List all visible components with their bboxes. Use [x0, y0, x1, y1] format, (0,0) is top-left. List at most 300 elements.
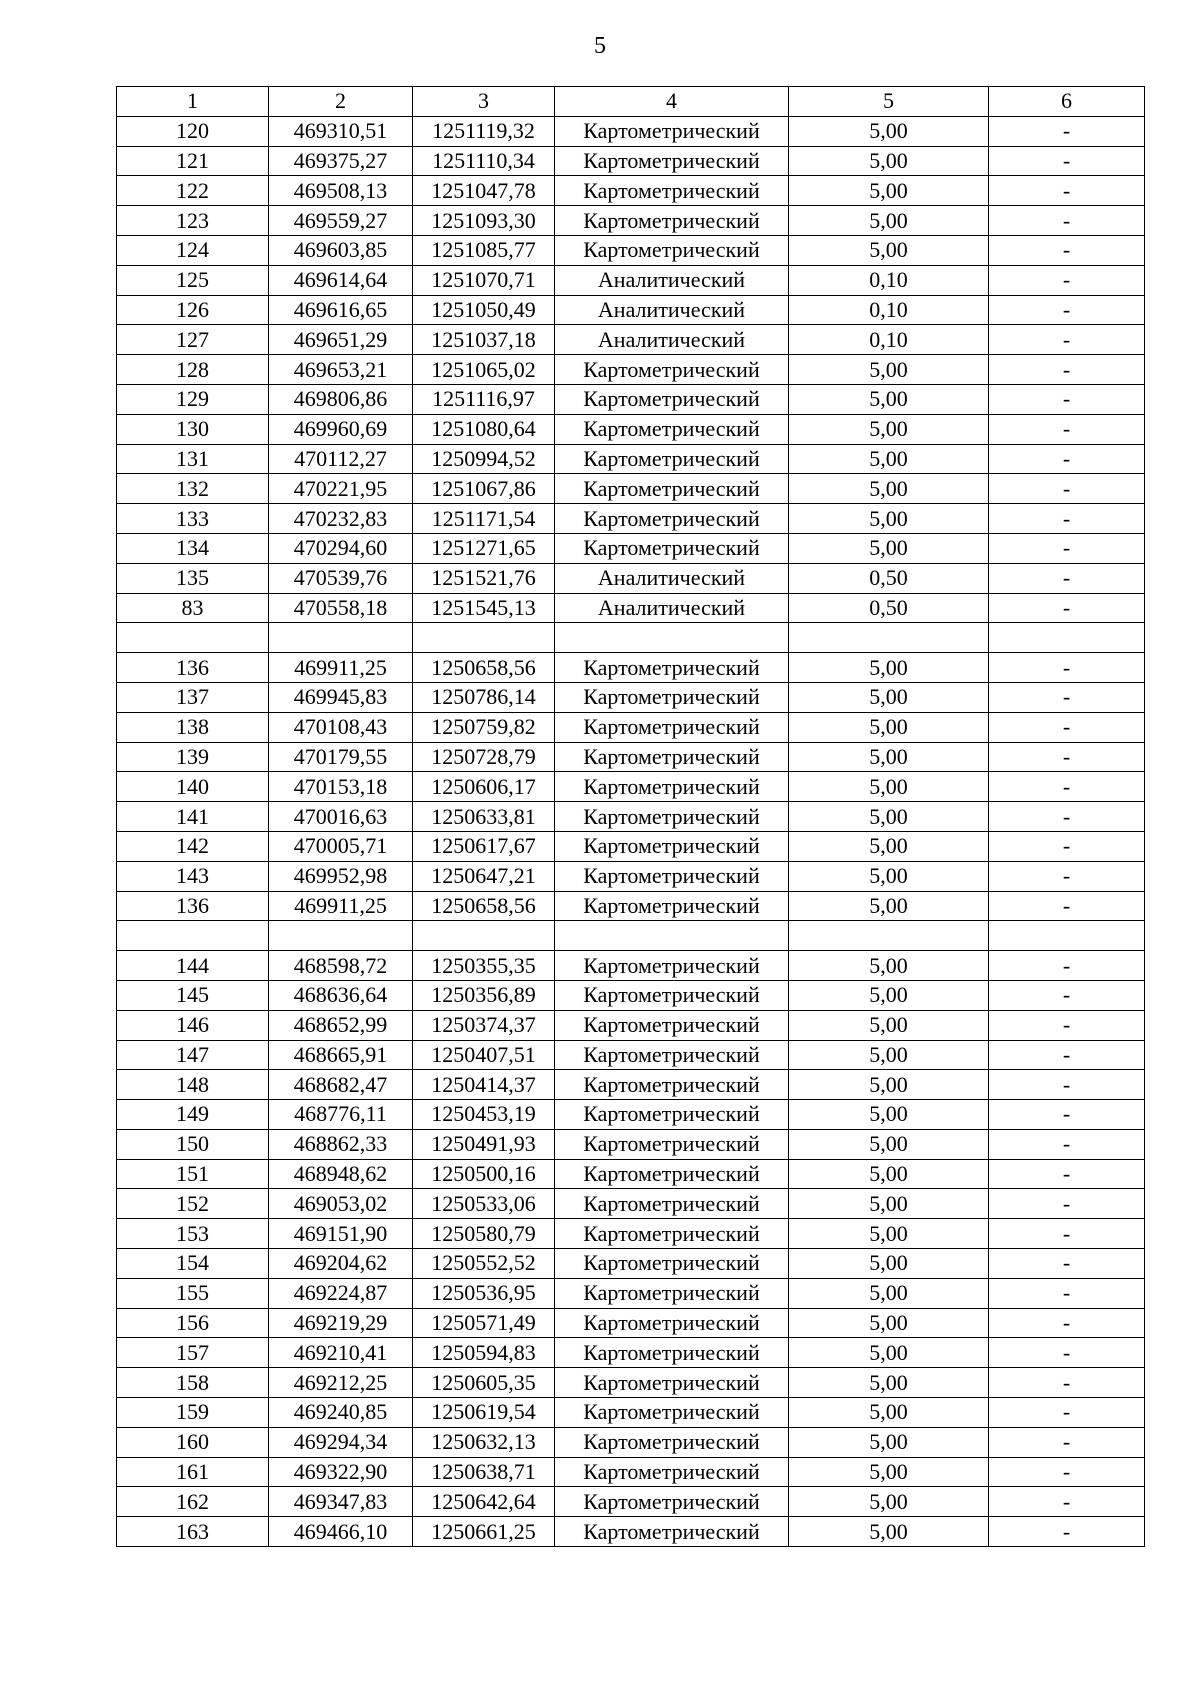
- note-cell: -: [989, 742, 1145, 772]
- y-coordinate-cell: 1250994,52: [413, 444, 555, 474]
- accuracy-cell: 5,00: [789, 653, 989, 683]
- method-cell: Картометрический: [555, 1040, 789, 1070]
- table-row: [117, 861, 1145, 891]
- point-number-cell: 146: [117, 1010, 269, 1040]
- point-number-cell: 140: [117, 772, 269, 802]
- point-number-cell: 122: [117, 176, 269, 206]
- table-row: [117, 504, 1145, 534]
- point-number-cell: 134: [117, 533, 269, 563]
- note-cell: -: [989, 980, 1145, 1010]
- table-row: [117, 444, 1145, 474]
- point-number-cell: [117, 623, 269, 653]
- table-row: [117, 384, 1145, 414]
- accuracy-cell: 5,00: [789, 533, 989, 563]
- point-number-cell: 162: [117, 1487, 269, 1517]
- note-cell: -: [989, 682, 1145, 712]
- note-cell: -: [989, 474, 1145, 504]
- y-coordinate-cell: 1250536,95: [413, 1278, 555, 1308]
- note-cell: -: [989, 384, 1145, 414]
- note-cell: -: [989, 325, 1145, 355]
- method-cell: Картометрический: [555, 116, 789, 146]
- y-coordinate-cell: 1250500,16: [413, 1159, 555, 1189]
- table-row: [117, 474, 1145, 504]
- method-cell: Аналитический: [555, 295, 789, 325]
- accuracy-cell: 0,50: [789, 593, 989, 623]
- y-coordinate-cell: 1251271,65: [413, 533, 555, 563]
- x-coordinate-cell: 469952,98: [269, 861, 413, 891]
- point-number-cell: 127: [117, 325, 269, 355]
- method-cell: Картометрический: [555, 831, 789, 861]
- y-coordinate-cell: 1250786,14: [413, 682, 555, 712]
- x-coordinate-cell: 468948,62: [269, 1159, 413, 1189]
- point-number-cell: 151: [117, 1159, 269, 1189]
- method-cell: Картометрический: [555, 1189, 789, 1219]
- method-cell: Картометрический: [555, 1129, 789, 1159]
- x-coordinate-cell: 469212,25: [269, 1368, 413, 1398]
- coordinates-table: [116, 86, 1145, 1547]
- accuracy-cell: 5,00: [789, 1159, 989, 1189]
- point-number-cell: 163: [117, 1517, 269, 1547]
- point-number-cell: 156: [117, 1308, 269, 1338]
- column-header: 4: [555, 87, 789, 117]
- x-coordinate-cell: 470153,18: [269, 772, 413, 802]
- accuracy-cell: 0,10: [789, 325, 989, 355]
- point-number-cell: 136: [117, 653, 269, 683]
- accuracy-cell: 5,00: [789, 1070, 989, 1100]
- accuracy-cell: 5,00: [789, 1129, 989, 1159]
- y-coordinate-cell: [413, 623, 555, 653]
- y-coordinate-cell: 1251037,18: [413, 325, 555, 355]
- accuracy-cell: 5,00: [789, 384, 989, 414]
- point-number-cell: 155: [117, 1278, 269, 1308]
- table-row: [117, 563, 1145, 593]
- method-cell: Картометрический: [555, 414, 789, 444]
- x-coordinate-cell: 470179,55: [269, 742, 413, 772]
- y-coordinate-cell: 1250617,67: [413, 831, 555, 861]
- table-row: [117, 1487, 1145, 1517]
- method-cell: Картометрический: [555, 176, 789, 206]
- y-coordinate-cell: 1250606,17: [413, 772, 555, 802]
- method-cell: Картометрический: [555, 235, 789, 265]
- x-coordinate-cell: 468636,64: [269, 980, 413, 1010]
- method-cell: Картометрический: [555, 682, 789, 712]
- accuracy-cell: 5,00: [789, 355, 989, 385]
- note-cell: -: [989, 1249, 1145, 1279]
- table-row: [117, 176, 1145, 206]
- method-cell: Картометрический: [555, 444, 789, 474]
- y-coordinate-cell: 1250355,35: [413, 951, 555, 981]
- note-cell: -: [989, 802, 1145, 832]
- y-coordinate-cell: 1250658,56: [413, 891, 555, 921]
- method-cell: Картометрический: [555, 653, 789, 683]
- y-coordinate-cell: 1250374,37: [413, 1010, 555, 1040]
- y-coordinate-cell: 1251065,02: [413, 355, 555, 385]
- x-coordinate-cell: 469375,27: [269, 146, 413, 176]
- y-coordinate-cell: 1251110,34: [413, 146, 555, 176]
- note-cell: -: [989, 772, 1145, 802]
- y-coordinate-cell: 1250580,79: [413, 1219, 555, 1249]
- x-coordinate-cell: 469806,86: [269, 384, 413, 414]
- note-cell: -: [989, 206, 1145, 236]
- method-cell: Картометрический: [555, 891, 789, 921]
- table-row: [117, 1308, 1145, 1338]
- x-coordinate-cell: 469653,21: [269, 355, 413, 385]
- accuracy-cell: 5,00: [789, 1040, 989, 1070]
- y-coordinate-cell: 1250407,51: [413, 1040, 555, 1070]
- y-coordinate-cell: 1250633,81: [413, 802, 555, 832]
- method-cell: Картометрический: [555, 1159, 789, 1189]
- y-coordinate-cell: 1250571,49: [413, 1308, 555, 1338]
- accuracy-cell: 5,00: [789, 1308, 989, 1338]
- point-number-cell: 143: [117, 861, 269, 891]
- method-cell: Картометрический: [555, 1278, 789, 1308]
- note-cell: -: [989, 1427, 1145, 1457]
- x-coordinate-cell: 470108,43: [269, 712, 413, 742]
- x-coordinate-cell: 470221,95: [269, 474, 413, 504]
- table-row: [117, 653, 1145, 683]
- table-row: [117, 980, 1145, 1010]
- note-cell: -: [989, 176, 1145, 206]
- method-cell: Картометрический: [555, 206, 789, 236]
- method-cell: Аналитический: [555, 325, 789, 355]
- table-row: [117, 742, 1145, 772]
- accuracy-cell: 5,00: [789, 1338, 989, 1368]
- y-coordinate-cell: 1250552,52: [413, 1249, 555, 1279]
- table-row: [117, 414, 1145, 444]
- point-number-cell: 136: [117, 891, 269, 921]
- x-coordinate-cell: [269, 921, 413, 951]
- point-number-cell: 142: [117, 831, 269, 861]
- point-number-cell: 132: [117, 474, 269, 504]
- note-cell: -: [989, 265, 1145, 295]
- point-number-cell: 152: [117, 1189, 269, 1219]
- note-cell: -: [989, 593, 1145, 623]
- page-number: 5: [594, 33, 606, 59]
- accuracy-cell: 5,00: [789, 891, 989, 921]
- method-cell: Картометрический: [555, 1010, 789, 1040]
- note-cell: -: [989, 414, 1145, 444]
- method-cell: Картометрический: [555, 146, 789, 176]
- method-cell: Картометрический: [555, 384, 789, 414]
- method-cell: Картометрический: [555, 1338, 789, 1368]
- method-cell: [555, 623, 789, 653]
- x-coordinate-cell: 470558,18: [269, 593, 413, 623]
- y-coordinate-cell: 1251093,30: [413, 206, 555, 236]
- y-coordinate-cell: 1251171,54: [413, 504, 555, 534]
- note-cell: -: [989, 1159, 1145, 1189]
- y-coordinate-cell: 1250728,79: [413, 742, 555, 772]
- method-cell: Картометрический: [555, 474, 789, 504]
- accuracy-cell: 0,10: [789, 265, 989, 295]
- method-cell: Картометрический: [555, 980, 789, 1010]
- point-number-cell: 133: [117, 504, 269, 534]
- note-cell: -: [989, 1070, 1145, 1100]
- x-coordinate-cell: 469960,69: [269, 414, 413, 444]
- method-cell: Картометрический: [555, 1368, 789, 1398]
- table-row: [117, 116, 1145, 146]
- method-cell: Картометрический: [555, 712, 789, 742]
- note-cell: -: [989, 504, 1145, 534]
- point-number-cell: 144: [117, 951, 269, 981]
- note-cell: -: [989, 116, 1145, 146]
- y-coordinate-cell: 1251545,13: [413, 593, 555, 623]
- note-cell: -: [989, 831, 1145, 861]
- method-cell: Картометрический: [555, 1249, 789, 1279]
- accuracy-cell: 5,00: [789, 951, 989, 981]
- table-row: [117, 1427, 1145, 1457]
- y-coordinate-cell: 1250759,82: [413, 712, 555, 742]
- note-cell: -: [989, 444, 1145, 474]
- accuracy-cell: 5,00: [789, 980, 989, 1010]
- separator-row: [117, 623, 1145, 653]
- accuracy-cell: 5,00: [789, 444, 989, 474]
- x-coordinate-cell: 469651,29: [269, 325, 413, 355]
- table-row: [117, 355, 1145, 385]
- y-coordinate-cell: 1251050,49: [413, 295, 555, 325]
- method-cell: [555, 921, 789, 951]
- method-cell: Картометрический: [555, 802, 789, 832]
- x-coordinate-cell: 470539,76: [269, 563, 413, 593]
- x-coordinate-cell: 469053,02: [269, 1189, 413, 1219]
- column-header: 6: [989, 87, 1145, 117]
- method-cell: Картометрический: [555, 1308, 789, 1338]
- accuracy-cell: 5,00: [789, 1189, 989, 1219]
- point-number-cell: 120: [117, 116, 269, 146]
- y-coordinate-cell: 1250619,54: [413, 1398, 555, 1428]
- note-cell: -: [989, 1487, 1145, 1517]
- point-number-cell: 161: [117, 1457, 269, 1487]
- accuracy-cell: 5,00: [789, 1100, 989, 1130]
- accuracy-cell: 5,00: [789, 1278, 989, 1308]
- method-cell: Картометрический: [555, 355, 789, 385]
- accuracy-cell: 5,00: [789, 176, 989, 206]
- table-row: [117, 1249, 1145, 1279]
- table-row: [117, 802, 1145, 832]
- table-row: [117, 1398, 1145, 1428]
- y-coordinate-cell: 1250605,35: [413, 1368, 555, 1398]
- column-header: 1: [117, 87, 269, 117]
- table-row: [117, 1040, 1145, 1070]
- note-cell: -: [989, 861, 1145, 891]
- x-coordinate-cell: 469219,29: [269, 1308, 413, 1338]
- method-cell: Картометрический: [555, 1517, 789, 1547]
- accuracy-cell: 5,00: [789, 1487, 989, 1517]
- x-coordinate-cell: 469508,13: [269, 176, 413, 206]
- method-cell: Картометрический: [555, 861, 789, 891]
- table-header-row: [117, 87, 1145, 117]
- method-cell: Картометрический: [555, 1219, 789, 1249]
- y-coordinate-cell: 1250356,89: [413, 980, 555, 1010]
- separator-row: [117, 921, 1145, 951]
- x-coordinate-cell: 469240,85: [269, 1398, 413, 1428]
- accuracy-cell: 5,00: [789, 712, 989, 742]
- point-number-cell: 123: [117, 206, 269, 236]
- table-row: [117, 1219, 1145, 1249]
- note-cell: -: [989, 235, 1145, 265]
- point-number-cell: 137: [117, 682, 269, 712]
- table-row: [117, 1010, 1145, 1040]
- point-number-cell: 83: [117, 593, 269, 623]
- note-cell: -: [989, 533, 1145, 563]
- column-header: 2: [269, 87, 413, 117]
- note-cell: [989, 623, 1145, 653]
- point-number-cell: 138: [117, 712, 269, 742]
- note-cell: -: [989, 1368, 1145, 1398]
- table-row: [117, 712, 1145, 742]
- point-number-cell: 139: [117, 742, 269, 772]
- point-number-cell: 157: [117, 1338, 269, 1368]
- table-row: [117, 593, 1145, 623]
- method-cell: Картометрический: [555, 1427, 789, 1457]
- method-cell: Картометрический: [555, 1100, 789, 1130]
- accuracy-cell: [789, 921, 989, 951]
- x-coordinate-cell: 469294,34: [269, 1427, 413, 1457]
- table-row: [117, 1278, 1145, 1308]
- x-coordinate-cell: 469310,51: [269, 116, 413, 146]
- y-coordinate-cell: 1251080,64: [413, 414, 555, 444]
- table-row: [117, 265, 1145, 295]
- table-row: [117, 891, 1145, 921]
- table-row: [117, 682, 1145, 712]
- method-cell: Картометрический: [555, 533, 789, 563]
- accuracy-cell: [789, 623, 989, 653]
- accuracy-cell: 0,50: [789, 563, 989, 593]
- x-coordinate-cell: 469616,65: [269, 295, 413, 325]
- accuracy-cell: 5,00: [789, 414, 989, 444]
- table-row: [117, 533, 1145, 563]
- note-cell: -: [989, 1040, 1145, 1070]
- x-coordinate-cell: 469559,27: [269, 206, 413, 236]
- table-row: [117, 1100, 1145, 1130]
- point-number-cell: 154: [117, 1249, 269, 1279]
- note-cell: -: [989, 1517, 1145, 1547]
- method-cell: Картометрический: [555, 1487, 789, 1517]
- accuracy-cell: 5,00: [789, 1368, 989, 1398]
- table-row: [117, 1159, 1145, 1189]
- y-coordinate-cell: 1251116,97: [413, 384, 555, 414]
- x-coordinate-cell: 468665,91: [269, 1040, 413, 1070]
- table-row: [117, 1517, 1145, 1547]
- accuracy-cell: 5,00: [789, 1427, 989, 1457]
- accuracy-cell: 5,00: [789, 504, 989, 534]
- point-number-cell: 130: [117, 414, 269, 444]
- method-cell: Картометрический: [555, 772, 789, 802]
- table-row: [117, 1368, 1145, 1398]
- note-cell: -: [989, 1010, 1145, 1040]
- method-cell: Картометрический: [555, 1070, 789, 1100]
- x-coordinate-cell: 469603,85: [269, 235, 413, 265]
- x-coordinate-cell: 468776,11: [269, 1100, 413, 1130]
- accuracy-cell: 5,00: [789, 1517, 989, 1547]
- point-number-cell: 150: [117, 1129, 269, 1159]
- accuracy-cell: 5,00: [789, 1219, 989, 1249]
- table-row: [117, 1189, 1145, 1219]
- point-number-cell: 128: [117, 355, 269, 385]
- note-cell: -: [989, 1219, 1145, 1249]
- x-coordinate-cell: 469204,62: [269, 1249, 413, 1279]
- note-cell: -: [989, 712, 1145, 742]
- point-number-cell: 149: [117, 1100, 269, 1130]
- accuracy-cell: 5,00: [789, 1398, 989, 1428]
- method-cell: Картометрический: [555, 951, 789, 981]
- y-coordinate-cell: 1250594,83: [413, 1338, 555, 1368]
- accuracy-cell: 5,00: [789, 831, 989, 861]
- point-number-cell: 129: [117, 384, 269, 414]
- table-row: [117, 1338, 1145, 1368]
- x-coordinate-cell: 469210,41: [269, 1338, 413, 1368]
- y-coordinate-cell: 1250647,21: [413, 861, 555, 891]
- y-coordinate-cell: 1250414,37: [413, 1070, 555, 1100]
- accuracy-cell: 5,00: [789, 146, 989, 176]
- accuracy-cell: 5,00: [789, 206, 989, 236]
- accuracy-cell: 5,00: [789, 861, 989, 891]
- x-coordinate-cell: 469347,83: [269, 1487, 413, 1517]
- note-cell: -: [989, 1189, 1145, 1219]
- accuracy-cell: 0,10: [789, 295, 989, 325]
- accuracy-cell: 5,00: [789, 1010, 989, 1040]
- point-number-cell: 126: [117, 295, 269, 325]
- y-coordinate-cell: 1251070,71: [413, 265, 555, 295]
- method-cell: Картометрический: [555, 742, 789, 772]
- y-coordinate-cell: 1251085,77: [413, 235, 555, 265]
- x-coordinate-cell: 470005,71: [269, 831, 413, 861]
- point-number-cell: 147: [117, 1040, 269, 1070]
- point-number-cell: 141: [117, 802, 269, 832]
- y-coordinate-cell: 1250491,93: [413, 1129, 555, 1159]
- x-coordinate-cell: 469322,90: [269, 1457, 413, 1487]
- note-cell: -: [989, 653, 1145, 683]
- point-number-cell: 124: [117, 235, 269, 265]
- table-row: [117, 772, 1145, 802]
- point-number-cell: 121: [117, 146, 269, 176]
- note-cell: -: [989, 295, 1145, 325]
- point-number-cell: 135: [117, 563, 269, 593]
- y-coordinate-cell: 1250533,06: [413, 1189, 555, 1219]
- note-cell: -: [989, 1308, 1145, 1338]
- x-coordinate-cell: 469911,25: [269, 653, 413, 683]
- table-row: [117, 1070, 1145, 1100]
- method-cell: Аналитический: [555, 265, 789, 295]
- y-coordinate-cell: 1250661,25: [413, 1517, 555, 1547]
- point-number-cell: 153: [117, 1219, 269, 1249]
- note-cell: -: [989, 891, 1145, 921]
- point-number-cell: 145: [117, 980, 269, 1010]
- note-cell: -: [989, 1100, 1145, 1130]
- x-coordinate-cell: 468862,33: [269, 1129, 413, 1159]
- x-coordinate-cell: 468598,72: [269, 951, 413, 981]
- x-coordinate-cell: 469911,25: [269, 891, 413, 921]
- point-number-cell: 148: [117, 1070, 269, 1100]
- x-coordinate-cell: 469945,83: [269, 682, 413, 712]
- x-coordinate-cell: 469466,10: [269, 1517, 413, 1547]
- column-header: 3: [413, 87, 555, 117]
- table-row: [117, 295, 1145, 325]
- note-cell: -: [989, 1398, 1145, 1428]
- x-coordinate-cell: 468652,99: [269, 1010, 413, 1040]
- x-coordinate-cell: 469224,87: [269, 1278, 413, 1308]
- note-cell: -: [989, 146, 1145, 176]
- table-row: [117, 146, 1145, 176]
- x-coordinate-cell: 470294,60: [269, 533, 413, 563]
- x-coordinate-cell: 469151,90: [269, 1219, 413, 1249]
- y-coordinate-cell: 1251119,32: [413, 116, 555, 146]
- point-number-cell: 125: [117, 265, 269, 295]
- note-cell: [989, 921, 1145, 951]
- y-coordinate-cell: 1250658,56: [413, 653, 555, 683]
- method-cell: Картометрический: [555, 504, 789, 534]
- note-cell: -: [989, 563, 1145, 593]
- x-coordinate-cell: [269, 623, 413, 653]
